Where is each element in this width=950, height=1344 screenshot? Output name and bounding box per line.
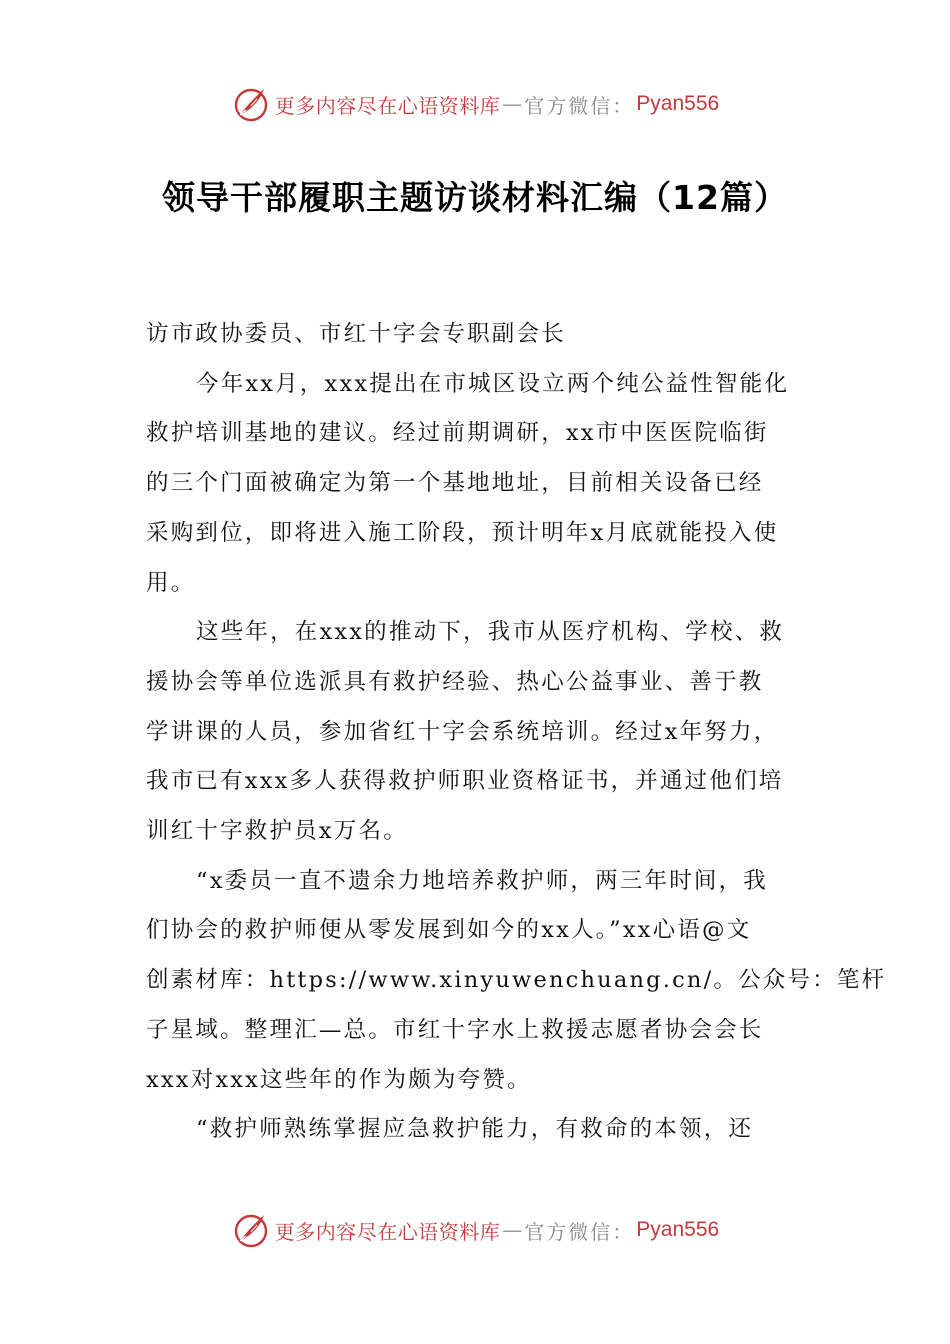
text-line: 今年xx月，xxx提出在市城区设立两个纯公益性智能化	[196, 370, 790, 397]
banner-wechat-id: Pyan556	[636, 1218, 720, 1241]
banner-wechat-id: Pyan556	[636, 92, 720, 115]
text-line: 救护培训基地的建议。经过前期调研，xx市中医医院临街	[146, 420, 769, 447]
text-line: “救护师熟练掌握应急救护能力，有救命的本领，还	[196, 1116, 754, 1143]
header-watermark-banner	[0, 82, 950, 126]
text-line: 采购到位，即将进入施工阶段，预计明年x月底就能投入使	[146, 519, 779, 546]
banner-official-label: 官方微信：	[524, 93, 635, 118]
text-line: 用。	[146, 569, 196, 596]
banner-dash: —	[502, 1218, 523, 1242]
text-line: 创素材库：https://www.xinyuwenchuang.cn/。公众号：笔杆	[146, 967, 887, 994]
paragraph-4	[146, 1105, 808, 1155]
text-line: xxx对xxx这些年的作为颇为夸赞。	[146, 1066, 532, 1093]
text-line: 学讲课的人员，参加省红十字会系统培训。经过x年努力，	[146, 718, 779, 745]
banner-brand-text: 更多内容尽在心语资料库	[274, 1219, 501, 1244]
quill-pen-logo-icon	[231, 84, 271, 124]
text-line: 们协会的救护师便从零发展到如今的xx人。”xx心语@文	[146, 917, 752, 944]
paragraph-2	[146, 608, 808, 857]
paragraph-3	[146, 857, 887, 1106]
document-body	[146, 310, 887, 1155]
banner-dash: —	[502, 92, 523, 116]
text-line: 援协会等单位选派具有救护经验、热心公益事业、善于教	[146, 668, 764, 695]
text-line: 的三个门面被确定为第一个基地地址，目前相关设备已经	[146, 470, 764, 497]
text-line: 子星域。整理汇—总。市红十字水上救援志愿者协会会长	[146, 1016, 764, 1043]
document-title: 领导干部履职主题访谈材料汇编（12篇）	[162, 178, 788, 217]
banner-official-label: 官方微信：	[524, 1219, 635, 1244]
quill-pen-logo-icon	[231, 1210, 271, 1250]
banner-brand-text: 更多内容尽在心语资料库	[274, 93, 501, 118]
interview-subheading: 访市政协委员、市红十字会专职副会长	[146, 321, 566, 347]
text-line: 我市已有xxx多人获得救护师职业资格证书，并通过他们培	[146, 768, 784, 795]
text-line: 训红十字救护员x万名。	[146, 818, 408, 845]
paragraph-1	[146, 360, 808, 609]
text-line: 这些年，在xxx的推动下，我市从医疗机构、学校、救	[196, 619, 785, 646]
footer-watermark-banner	[0, 1208, 950, 1252]
text-line: “x委员一直不遗余力地培养救护师，两三年时间，我	[196, 867, 768, 894]
